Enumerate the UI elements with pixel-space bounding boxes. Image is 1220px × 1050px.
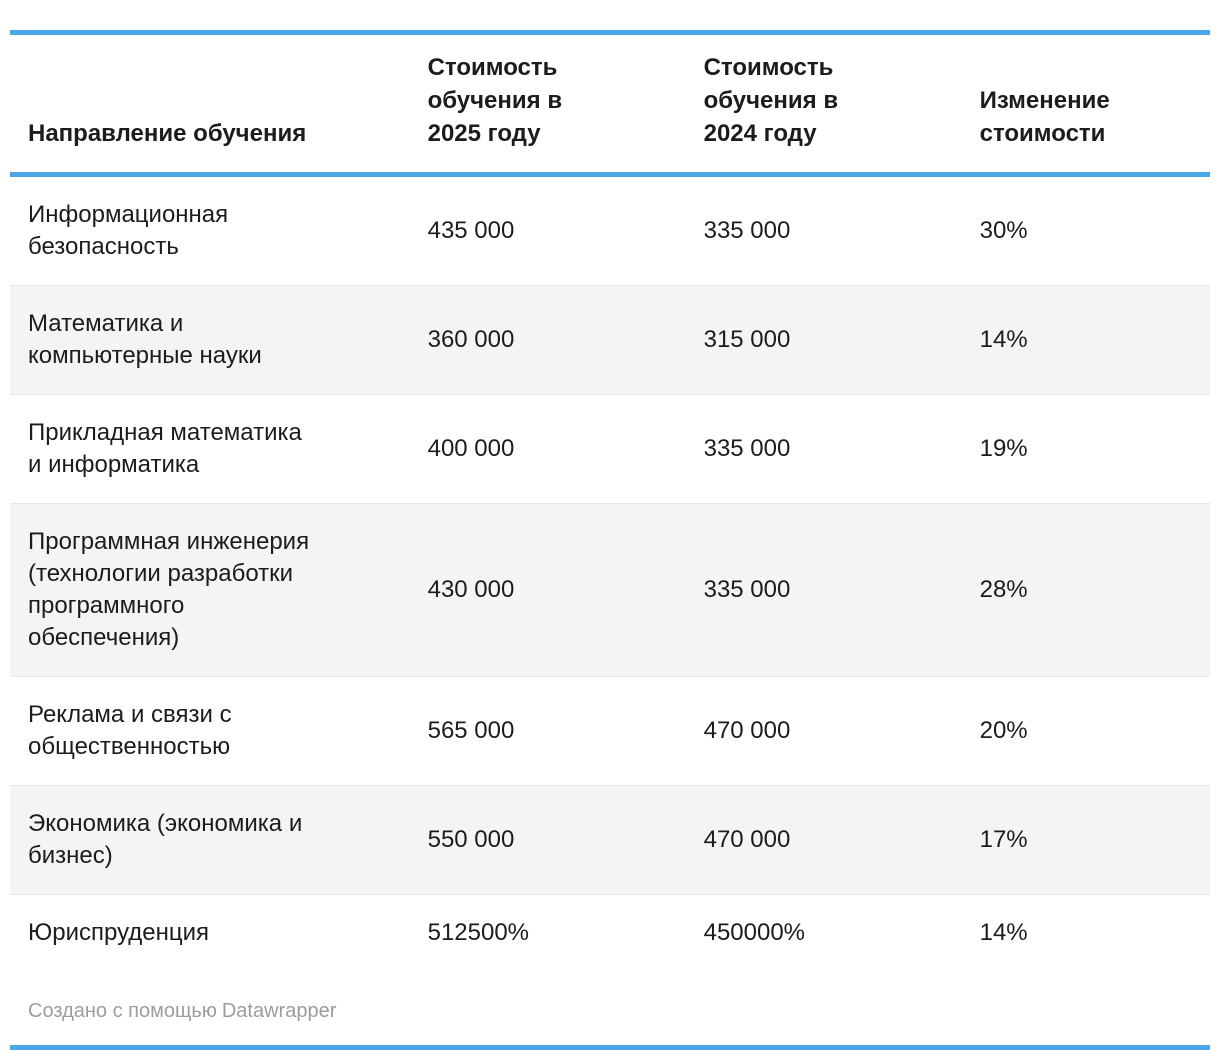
cell-text: Математика и компьютерные науки — [28, 310, 262, 369]
cell-text: 435 000 — [427, 217, 515, 244]
cell-text: 470 000 — [703, 826, 791, 853]
direction-cell — [10, 286, 410, 395]
change-cell — [962, 786, 1210, 895]
direction-cell — [10, 677, 410, 786]
column-header-1 — [10, 33, 410, 175]
cell-text: 315 000 — [703, 326, 791, 353]
cost-2025-cell — [410, 786, 686, 895]
change-cell — [962, 395, 1210, 504]
cell-text: 30% — [979, 217, 1028, 244]
cell-text: 14% — [979, 326, 1028, 353]
change-cell — [962, 895, 1210, 972]
change-cell — [962, 175, 1210, 286]
cell-text: 430 000 — [427, 576, 515, 603]
table-chart — [10, 0, 1210, 1023]
cost-2025-cell — [410, 895, 686, 972]
cell-text: 335 000 — [703, 435, 791, 462]
cell-text: 335 000 — [703, 217, 791, 244]
cell-text: 470 000 — [703, 717, 791, 744]
column-header-label: Стоимость обучения в 2024 году — [703, 54, 839, 147]
cell-text: 28% — [979, 576, 1028, 603]
cost-2024-cell — [686, 286, 962, 395]
cell-text: Прикладная математика и информатика — [28, 419, 302, 478]
cell-text: 550 000 — [427, 826, 515, 853]
direction-cell — [10, 395, 410, 504]
cost-2025-cell — [410, 286, 686, 395]
cost-2025-cell — [410, 175, 686, 286]
table-row — [10, 504, 1210, 677]
cell-text: 14% — [979, 919, 1028, 946]
cell-text: 450000% — [703, 919, 806, 946]
column-header-4 — [962, 33, 1210, 175]
cell-text: Экономика (экономика и бизнес) — [28, 810, 303, 869]
direction-cell — [10, 175, 410, 286]
attribution-text: Создано с помощью — [28, 1000, 217, 1022]
table-row — [10, 395, 1210, 504]
table-header — [10, 33, 1210, 175]
attribution — [28, 999, 1210, 1023]
cost-2024-cell — [686, 504, 962, 677]
table-row — [10, 175, 1210, 286]
cell-text: Программная инженерия (технологии разработки программного обеспечения) — [28, 528, 310, 651]
table-body — [10, 175, 1210, 972]
change-cell — [962, 677, 1210, 786]
table-row — [10, 786, 1210, 895]
direction-cell — [10, 504, 410, 677]
direction-cell — [10, 786, 410, 895]
column-header-label: Направление обучения — [28, 120, 307, 147]
cost-2024-cell — [686, 895, 962, 972]
table-row — [10, 286, 1210, 395]
cell-text: 565 000 — [427, 717, 515, 744]
cell-text: 400 000 — [427, 435, 515, 462]
cost-2024-cell — [686, 175, 962, 286]
table-row — [10, 677, 1210, 786]
table-row — [10, 895, 1210, 972]
header-row — [10, 33, 1210, 175]
cost-2024-cell — [686, 677, 962, 786]
column-header-label: Стоимость обучения в 2025 году — [427, 54, 563, 147]
cell-text: 20% — [979, 717, 1028, 744]
change-cell — [962, 286, 1210, 395]
cell-text: 335 000 — [703, 576, 791, 603]
cell-text: Юриспруденция — [28, 919, 210, 946]
cost-2024-cell — [686, 395, 962, 504]
cost-2025-cell — [410, 504, 686, 677]
cost-2025-cell — [410, 677, 686, 786]
column-header-2 — [410, 33, 686, 175]
direction-cell — [10, 895, 410, 972]
bottom-accent-line — [10, 1045, 1210, 1050]
datawrapper-link[interactable]: Datawrapper — [221, 1000, 337, 1022]
cost-2025-cell — [410, 395, 686, 504]
cell-text: Информационная безопасность — [28, 201, 229, 260]
cell-text: 19% — [979, 435, 1028, 462]
cell-text: Реклама и связи с общественностью — [28, 701, 232, 760]
column-header-label: Изменение стоимости — [979, 87, 1110, 147]
cell-text: 360 000 — [427, 326, 515, 353]
data-table — [10, 30, 1210, 971]
change-cell — [962, 504, 1210, 677]
cell-text: 17% — [979, 826, 1028, 853]
column-header-3 — [686, 33, 962, 175]
cell-text: 512500% — [427, 919, 530, 946]
cost-2024-cell — [686, 786, 962, 895]
